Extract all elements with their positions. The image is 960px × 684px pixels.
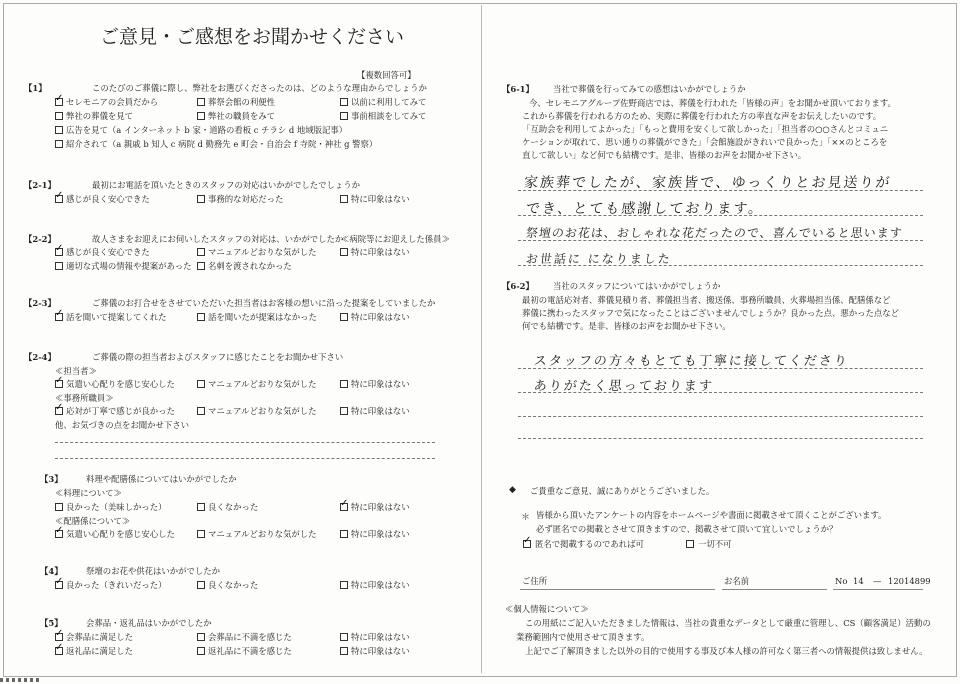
- q61-body-0: 今、セレモニアグループ佐野商店では、葬儀を行われた「皆様の声」をお聞かせ頂いております。: [529, 98, 896, 108]
- q3-server-opt-2: 特に印象はない: [351, 529, 410, 539]
- q3-server-checkbox-0[interactable]: [55, 530, 63, 538]
- q1-opt-5: 事前相談をしてみて: [351, 111, 427, 121]
- q23-checkbox-0[interactable]: [55, 313, 63, 321]
- q22-opt-0: 感じが良く安心できた: [66, 247, 150, 257]
- q4-checkbox-0[interactable]: [55, 581, 63, 589]
- q21-checkbox-1[interactable]: [197, 195, 205, 203]
- q22-question: 故人さまをお迎えにお伺いしたスタッフの対応は、いかがでしたか: [92, 234, 344, 244]
- q3-sub-food: ≪料理について≫: [55, 488, 122, 498]
- q24-staff-checkbox-1[interactable]: [197, 380, 205, 388]
- address-field[interactable]: [520, 589, 715, 590]
- q24-other-prompt: 他、お気づきの点をお聞かせ下さい: [55, 420, 189, 430]
- q24-office-checkbox-2[interactable]: [340, 407, 348, 415]
- asterisk-icon: ＊: [521, 513, 531, 523]
- q3-food-opt-2: 特に印象はない: [351, 502, 410, 512]
- q23-opt-2: 特に印象はない: [351, 312, 410, 322]
- q3-food-opt-1: 良くなかった: [208, 502, 259, 512]
- q24-staff-checkbox-2[interactable]: [340, 380, 348, 388]
- q1-checkbox-5[interactable]: [340, 112, 348, 120]
- name-label: お名前: [724, 576, 750, 586]
- q3-server-opt-1: マニュアルどおりな気がした: [208, 529, 317, 539]
- q24-staff-checkbox-0[interactable]: [55, 380, 63, 388]
- number-dash: —: [873, 576, 882, 586]
- thanks-text: ご貴重なご意見、誠にありがとうございました。: [530, 486, 715, 496]
- q61-handwriting-0: 家族葬でしたが、家族皆で、ゆっくりとお見送りが: [523, 175, 893, 191]
- q1-question: このたびのご葬儀に際し、弊社をお選びくださったのは、どのような理由からでしょうか: [92, 83, 427, 93]
- q3-food-opt-0: 良かった（美味しかった）: [66, 502, 167, 512]
- q3-server-checkbox-1[interactable]: [197, 530, 205, 538]
- q1-opt-0: セレモニアの会員だから: [66, 97, 159, 107]
- q3-sub-server: ≪配膳係について≫: [55, 516, 131, 526]
- q4-opt-1: 良くなかった: [208, 580, 259, 590]
- publish-text-2: 必ず匿名での掲載とさせて頂きますので、掲載させて頂いて宜しいでしょうか？: [536, 524, 838, 534]
- q3-food-checkbox-1[interactable]: [197, 503, 205, 511]
- number-field[interactable]: [833, 589, 923, 590]
- q5-checkbox-1[interactable]: [197, 633, 205, 641]
- q1-checkbox-4[interactable]: [197, 112, 205, 120]
- q4-opt-2: 特に印象はない: [351, 580, 410, 590]
- q21-question: 最初にお電話を頂いたときのスタッフの対応はいかがでしたでしょうか: [92, 180, 360, 190]
- q5-checkbox-0[interactable]: [55, 633, 63, 641]
- q1-checkbox-3[interactable]: [55, 112, 63, 120]
- q3-label: 【3】: [40, 474, 63, 484]
- q62-handwriting-0: スタッフの方々もとても丁寧に接してくださり: [533, 354, 850, 369]
- q4-label: 【4】: [40, 566, 63, 576]
- privacy-heading: ≪個人情報について≫: [505, 604, 589, 614]
- q22-label: 【2-2】: [24, 234, 56, 244]
- q22-checkbox-2[interactable]: [340, 248, 348, 256]
- center-fold: [481, 5, 482, 673]
- scan-mark: [0, 678, 40, 682]
- q5-label: 【5】: [40, 618, 63, 628]
- q62-body-2: 何でも結構です。是非、皆様のお声をお聞かせ下さい。: [522, 321, 731, 331]
- q22-note: ≪病院等にお迎えした係員≫: [341, 234, 450, 244]
- q21-checkbox-2[interactable]: [340, 195, 348, 203]
- publish-yes-label: 匿名で掲載するのであれば可: [535, 539, 644, 549]
- multi-answer-note: 【複数回答可】: [357, 70, 416, 80]
- q23-opt-1: 話を聞いたが提案はなかった: [208, 312, 317, 322]
- code-value: 12014899: [888, 576, 931, 586]
- q21-opt-1: 事務的な対応だった: [208, 194, 284, 204]
- q4-checkbox-2[interactable]: [340, 581, 348, 589]
- publish-yes-checkbox[interactable]: [523, 540, 531, 548]
- q5-opt-4: 返礼品に不満を感じた: [208, 646, 292, 656]
- q61-handwriting-1: でき、とても感謝しております。: [525, 201, 766, 217]
- q61-question: 当社で葬儀を行ってみての感想はいかがでしょうか: [553, 84, 746, 94]
- number-value: 14: [853, 576, 864, 586]
- address-label: ご住所: [522, 576, 548, 586]
- q24-office-opt-1: マニュアルどおりな気がした: [208, 406, 317, 416]
- q3-server-checkbox-2[interactable]: [340, 530, 348, 538]
- q61-handwriting-2: 祭壇のお花は、おしゃれな花だったので、喜んでいると思います: [525, 226, 904, 240]
- q24-office-checkbox-1[interactable]: [197, 407, 205, 415]
- q23-opt-0: 話を聞いて提案してくれた: [66, 312, 167, 322]
- q4-question: 祭壇のお花や供花はいかがでしたか: [86, 566, 220, 576]
- q21-opt-0: 感じが良く安心できた: [66, 194, 150, 204]
- q3-food-checkbox-2[interactable]: [340, 503, 348, 511]
- q4-checkbox-1[interactable]: [197, 581, 205, 589]
- q24-answer-line-2[interactable]: [55, 458, 435, 459]
- privacy-line-1: 業務範囲内で使用させて頂きます。: [516, 632, 650, 642]
- q5-opt-5: 特に印象はない: [351, 646, 410, 656]
- q22-opt-4: 名刺を渡されなかった: [208, 261, 292, 271]
- q61-label: 【6-1】: [502, 84, 534, 94]
- q23-question: ご葬儀のお打合せをさせていただいた担当者はお客様の想いに沿った提案をしていましたか: [92, 298, 436, 308]
- privacy-line-2: 上記でご了解頂きました以外の目的で使用する事及び本人様の許可なく第三者への情報提供は致しません。: [525, 646, 928, 656]
- q1-opt-1: 葬祭会館の利便性: [208, 97, 275, 107]
- q23-label: 【2-3】: [24, 298, 56, 308]
- q5-checkbox-3[interactable]: [55, 647, 63, 655]
- page-title: ご意見・ご感想をお聞かせください: [100, 26, 405, 48]
- q5-opt-2: 特に印象はない: [351, 632, 410, 642]
- q5-opt-0: 会葬品に満足した: [66, 632, 133, 642]
- q62-question: 当社のスタッフについてはいかがでしょうか: [553, 281, 721, 291]
- q61-handwriting-3: お世話に になりました: [525, 252, 673, 266]
- q5-checkbox-5[interactable]: [340, 647, 348, 655]
- q1-checkbox-0[interactable]: [55, 98, 63, 106]
- diamond-icon: ◆: [509, 485, 516, 495]
- q21-checkbox-0[interactable]: [55, 195, 63, 203]
- q24-office-opt-0: 応対が丁寧で感じが良かった: [66, 406, 175, 416]
- q24-sub-office: ≪事務所職員≫: [55, 393, 114, 403]
- number-label: No: [835, 576, 848, 586]
- q24-sub-staff: ≪担当者≫: [55, 366, 97, 376]
- q24-staff-opt-2: 特に印象はない: [351, 379, 410, 389]
- q1-label: 【1】: [24, 83, 47, 93]
- q1-checkbox-7[interactable]: [55, 140, 63, 148]
- q22-checkbox-1[interactable]: [197, 248, 205, 256]
- q61-body-3: ケーションが取れて、思い通りの葬儀ができた」「会館施設がきれいで良かった」「××のところを: [522, 137, 888, 147]
- q5-opt-3: 返礼品に満足した: [66, 646, 133, 656]
- q3-question: 料理や配膳係についてはいかがでしたか: [86, 474, 237, 484]
- q62-body-1: 葬儀に携わったスタッフで気になったことはございませんでしょうか？良かった点、悪かった点など: [522, 308, 900, 318]
- privacy-line-0: この用紙にご記入いただきました情報は、当社の貴重なデータとして厳重に管理し、CS（顧客満足）活動の: [525, 618, 931, 628]
- q24-question: ご葬儀の際の担当者およびスタッフに感じたことをお聞かせ下さい: [92, 352, 344, 362]
- q22-opt-1: マニュアルどおりな気がした: [208, 247, 317, 257]
- q3-food-checkbox-0[interactable]: [55, 503, 63, 511]
- q5-checkbox-2[interactable]: [340, 633, 348, 641]
- q3-server-opt-0: 気遣い心配りを感じ安心した: [66, 529, 175, 539]
- q22-opt-2: 特に印象はない: [351, 247, 410, 257]
- q1-checkbox-2[interactable]: [340, 98, 348, 106]
- publish-no-checkbox[interactable]: [686, 540, 694, 548]
- q24-staff-opt-0: 気遣い心配りを感じ安心した: [66, 379, 175, 389]
- q22-checkbox-0[interactable]: [55, 248, 63, 256]
- q1-opt-7: 紹介されて（a 親戚 b 知人 c 病院 d 勤務先 e 町会・自治会 f 寺院・神社 g 警察）: [66, 139, 378, 149]
- q22-opt-3: 適切な式場の情報や提案があった: [66, 261, 192, 271]
- q5-opt-1: 会葬品に不満を感じた: [208, 632, 292, 642]
- q22-checkbox-3[interactable]: [55, 262, 63, 270]
- q1-checkbox-1[interactable]: [197, 98, 205, 106]
- q24-office-checkbox-0[interactable]: [55, 407, 63, 415]
- q1-checkbox-6[interactable]: [55, 126, 63, 134]
- q62-answer-line-4[interactable]: [518, 438, 923, 439]
- q22-checkbox-4[interactable]: [197, 262, 205, 270]
- q24-answer-line-1[interactable]: [55, 442, 435, 443]
- q1-opt-6: 広告を見て（a インターネット b 家・道路の看板 c チラシ d 地域版記事）: [66, 125, 348, 135]
- q62-handwriting-1: ありがたく思っております: [533, 379, 715, 394]
- q24-label: 【2-4】: [24, 352, 56, 362]
- q4-opt-0: 良かった（きれいだった）: [66, 580, 167, 590]
- q62-body-0: 最初の電話応対者、葬儀見積り者、葬儀担当者、搬送係、事務所職員、火葬場担当係、配膳係など: [522, 295, 891, 305]
- q61-body-2: 「互助会を利用してよかった」「もっと費用を安くして欲しかった」「担当者の○○さんとコミュニ: [522, 124, 889, 134]
- q24-office-opt-2: 特に印象はない: [351, 406, 410, 416]
- q21-opt-2: 特に印象はない: [351, 194, 410, 204]
- q61-body-1: これから葬儀を行われる方のため、実際に葬儀を行われた方の率直な声をお伝えしたいのです。: [522, 111, 882, 121]
- name-field[interactable]: [722, 589, 827, 590]
- q1-opt-2: 以前に利用してみて: [351, 97, 427, 107]
- q62-label: 【6-2】: [502, 281, 534, 291]
- q23-checkbox-2[interactable]: [340, 313, 348, 321]
- q61-body-4: 直して欲しい」など何でも結構です。是非、皆様のお声をお聞かせ下さい。: [522, 150, 807, 160]
- q5-question: 会葬品・返礼品はいかがでしたか: [86, 618, 212, 628]
- q24-staff-opt-1: マニュアルどおりな気がした: [208, 379, 317, 389]
- publish-text-1: 皆様から頂いたアンケートの内容をホームページや書面に掲載させて頂くことがございます。: [536, 510, 887, 520]
- q23-checkbox-1[interactable]: [197, 313, 205, 321]
- q5-checkbox-4[interactable]: [197, 647, 205, 655]
- q1-opt-4: 弊社の職員をみて: [208, 111, 275, 121]
- q1-opt-3: 弊社の葬儀を見て: [66, 111, 133, 121]
- q62-answer-line-3[interactable]: [518, 416, 923, 417]
- publish-no-label: 一切不可: [698, 539, 732, 549]
- q21-label: 【2-1】: [24, 180, 56, 190]
